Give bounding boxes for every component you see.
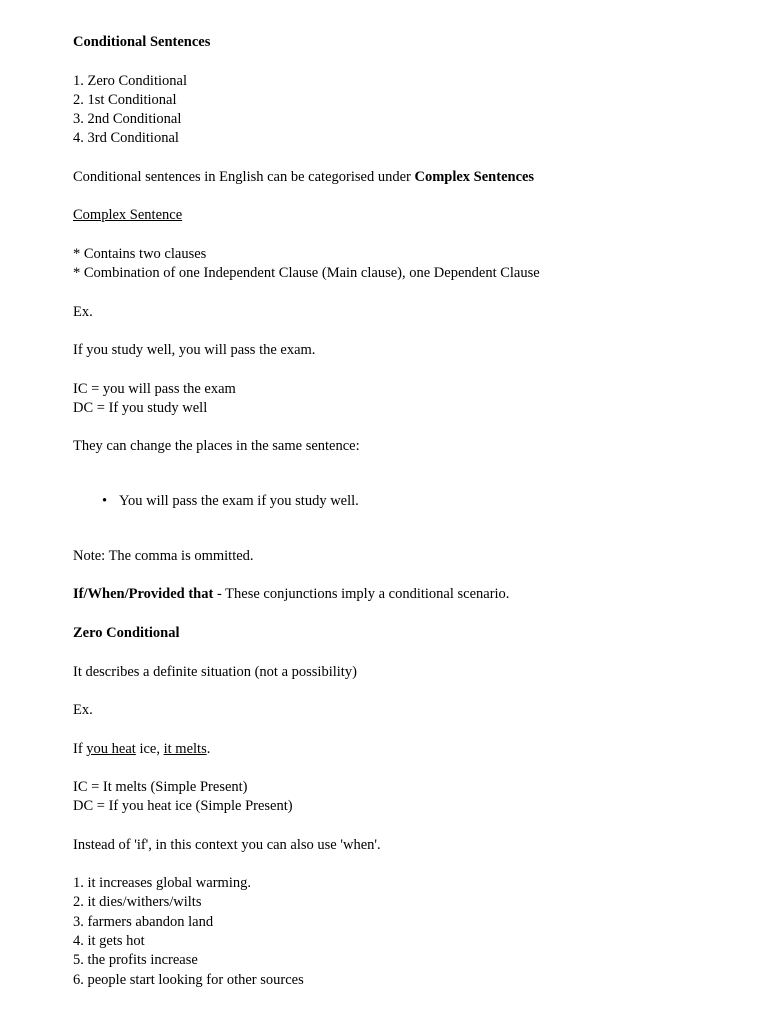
list-item: 2. 1st Conditional bbox=[73, 92, 177, 108]
intro-text: Conditional sentences in English can be categorised under bbox=[73, 169, 415, 185]
list-item: 3. 2nd Conditional bbox=[73, 111, 182, 127]
bullet-item bbox=[102, 492, 359, 511]
list-item: 1. it increases global warming. bbox=[73, 875, 251, 891]
example-label: Ex. bbox=[73, 702, 93, 718]
conjunctions-text: - These conjunctions imply a conditional scenario. bbox=[213, 586, 510, 602]
list-item: 6. people start looking for other sources bbox=[73, 972, 304, 988]
example-label: Ex. bbox=[73, 304, 93, 320]
list-item: 4. 3rd Conditional bbox=[73, 130, 179, 146]
page-title: Conditional Sentences bbox=[73, 34, 211, 50]
example-sentence: If you study well, you will pass the exam. bbox=[73, 342, 316, 358]
intro-bold-term: Complex Sentences bbox=[414, 169, 535, 185]
underlined-phrase: it melts bbox=[163, 741, 207, 757]
example-text: ice, bbox=[135, 741, 164, 757]
list-item: 4. it gets hot bbox=[73, 933, 145, 949]
list-item: 2. it dies/withers/wilts bbox=[73, 894, 202, 910]
dependent-clause: DC = If you study well bbox=[73, 400, 208, 416]
example-text: . bbox=[206, 741, 211, 757]
bullet-text: You will pass the exam if you study well. bbox=[119, 493, 359, 509]
instead-text: Instead of 'if', in this context you can also use 'when'. bbox=[73, 837, 381, 853]
list-item: 1. Zero Conditional bbox=[73, 73, 187, 89]
list-item: * Contains two clauses bbox=[73, 246, 207, 262]
underlined-phrase: you heat bbox=[86, 741, 136, 757]
independent-clause: IC = It melts (Simple Present) bbox=[73, 779, 248, 795]
example-sentence bbox=[73, 740, 210, 759]
dependent-clause: DC = If you heat ice (Simple Present) bbox=[73, 798, 293, 814]
bullet-icon: • bbox=[102, 493, 108, 509]
list-item: 5. the profits increase bbox=[73, 952, 198, 968]
section-heading-complex: Complex Sentence bbox=[73, 207, 183, 223]
section-heading-zero: Zero Conditional bbox=[73, 625, 180, 641]
zero-description: It describes a definite situation (not a possibility) bbox=[73, 664, 357, 680]
example-text: If bbox=[73, 741, 87, 757]
note-text: Note: The comma is ommitted. bbox=[73, 548, 254, 564]
list-item: * Combination of one Independent Clause (Main clause), one Dependent Clause bbox=[73, 265, 540, 281]
conjunctions-bold: If/When/Provided that bbox=[73, 586, 214, 602]
swap-text: They can change the places in the same sentence: bbox=[73, 438, 360, 454]
intro-paragraph bbox=[73, 168, 534, 187]
independent-clause: IC = you will pass the exam bbox=[73, 381, 236, 397]
conjunctions-paragraph bbox=[73, 585, 509, 604]
list-item: 3. farmers abandon land bbox=[73, 914, 214, 930]
